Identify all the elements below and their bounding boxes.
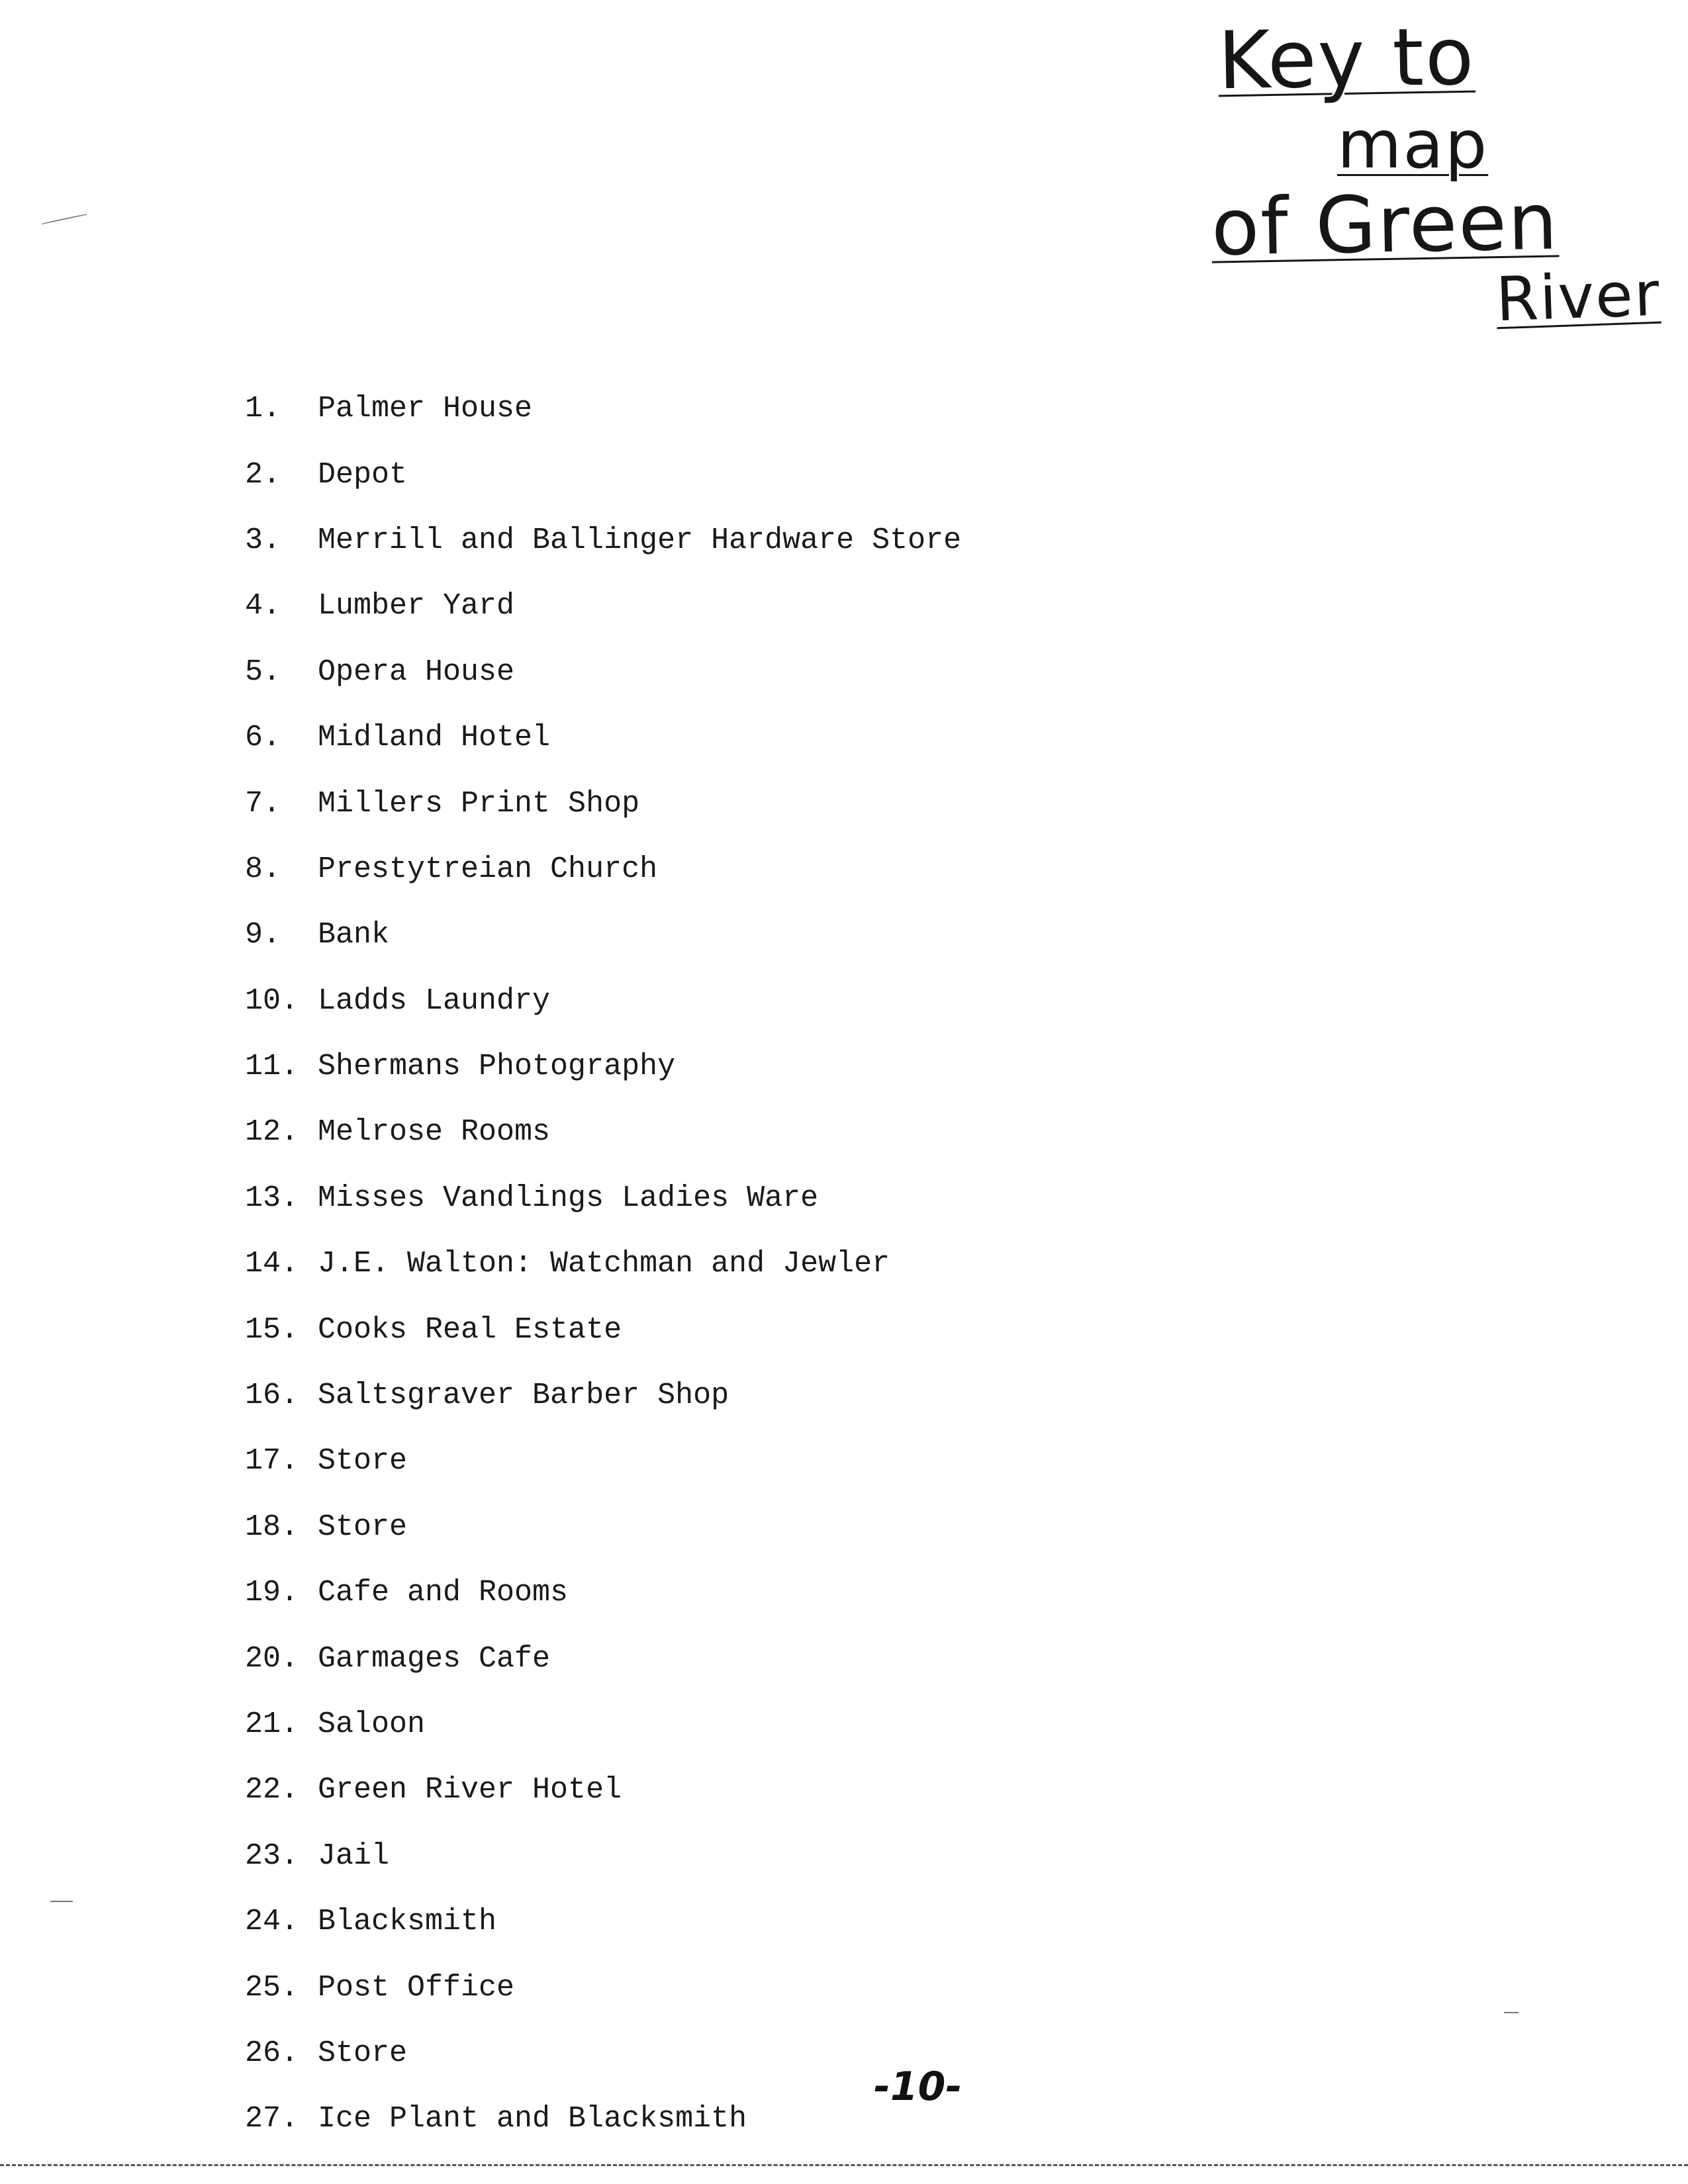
key-item bbox=[245, 376, 1238, 441]
key-item-name: Green River Hotel bbox=[318, 1773, 622, 1807]
key-item-name: Blacksmith bbox=[318, 1905, 497, 1939]
key-item-name: Midland Hotel bbox=[318, 721, 551, 755]
key-item bbox=[245, 1560, 1238, 1625]
key-item bbox=[245, 1099, 1238, 1165]
key-item-name: Lumber Yard bbox=[318, 589, 515, 623]
key-item-number: 14. bbox=[245, 1247, 299, 1281]
key-item-name: Jail bbox=[318, 1839, 390, 1873]
key-item-name: Opera House bbox=[318, 655, 515, 689]
key-item-number: 16. bbox=[245, 1379, 299, 1413]
key-item bbox=[245, 1494, 1238, 1560]
key-item-number: 1. bbox=[245, 392, 281, 426]
key-item-number: 22. bbox=[245, 1773, 299, 1807]
key-item-name: Saloon bbox=[318, 1707, 426, 1741]
key-item-name: Millers Print Shop bbox=[318, 786, 640, 821]
key-item bbox=[245, 1823, 1238, 1889]
key-item-number: 25. bbox=[245, 1970, 299, 2005]
key-item-number: 11. bbox=[245, 1050, 299, 1084]
key-item bbox=[245, 902, 1238, 968]
key-item-number: 8. bbox=[245, 852, 281, 886]
map-key-list bbox=[245, 376, 1238, 2152]
key-item-number: 21. bbox=[245, 1707, 299, 1741]
key-item-number: 17. bbox=[245, 1444, 299, 1479]
key-item-number: 10. bbox=[245, 983, 299, 1018]
handwritten-title bbox=[1198, 13, 1662, 338]
key-item-name: Cooks Real Estate bbox=[318, 1312, 622, 1347]
key-item-name: Merrill and Ballinger Hardware Store bbox=[318, 523, 962, 557]
key-item-number: 19. bbox=[245, 1576, 299, 1610]
key-item-name: Bank bbox=[318, 918, 390, 952]
key-item-number: 15. bbox=[245, 1312, 299, 1347]
title-line-river: River bbox=[1495, 258, 1662, 336]
key-item-name: Post Office bbox=[318, 1970, 515, 2005]
key-item bbox=[245, 2086, 1238, 2152]
scan-artifact bbox=[42, 214, 87, 225]
key-item-number: 24. bbox=[245, 1905, 299, 1939]
key-item-number: 18. bbox=[245, 1510, 299, 1544]
key-item bbox=[245, 1692, 1238, 1757]
key-item-number: 12. bbox=[245, 1115, 299, 1150]
page-number: -10- bbox=[874, 2064, 962, 2110]
key-item-name: Depot bbox=[318, 457, 408, 492]
key-item-number: 13. bbox=[245, 1181, 299, 1215]
key-item bbox=[245, 1625, 1238, 1691]
key-item-name: Store bbox=[318, 1510, 408, 1544]
key-item-name: Shermans Photography bbox=[318, 1050, 676, 1084]
key-item-name: Misses Vandlings Ladies Ware bbox=[318, 1181, 819, 1215]
key-item bbox=[245, 770, 1238, 836]
key-item-number: 27. bbox=[245, 2102, 299, 2136]
key-item-name: J.E. Walton: Watchman and Jewler bbox=[318, 1247, 890, 1281]
key-item bbox=[245, 1954, 1238, 2020]
key-item-number: 2. bbox=[245, 457, 281, 492]
key-item bbox=[245, 1428, 1238, 1494]
key-item-number: 6. bbox=[245, 721, 281, 755]
key-item-number: 20. bbox=[245, 1641, 299, 1676]
key-item-name: Ice Plant and Blacksmith bbox=[318, 2102, 747, 2136]
key-item bbox=[245, 2021, 1238, 2086]
key-item-number: 5. bbox=[245, 655, 281, 689]
key-item bbox=[245, 508, 1238, 573]
key-item-number: 26. bbox=[245, 2036, 299, 2070]
key-item-number: 7. bbox=[245, 786, 281, 821]
key-item bbox=[245, 1165, 1238, 1231]
key-item-number: 4. bbox=[245, 589, 281, 623]
key-item bbox=[245, 1757, 1238, 1823]
key-item bbox=[245, 441, 1238, 507]
key-item bbox=[245, 1034, 1238, 1099]
title-line-key-to: Key to bbox=[1217, 11, 1476, 108]
key-item bbox=[245, 1889, 1238, 1954]
key-item-name: Palmer House bbox=[318, 392, 533, 426]
key-item bbox=[245, 639, 1238, 705]
key-item bbox=[245, 1363, 1238, 1428]
key-item-name: Cafe and Rooms bbox=[318, 1576, 569, 1610]
key-item-name: Saltsgraver Barber Shop bbox=[318, 1379, 729, 1413]
scan-artifact bbox=[50, 1901, 73, 1902]
key-item bbox=[245, 837, 1238, 902]
key-item-name: Melrose Rooms bbox=[318, 1115, 551, 1150]
key-item-name: Store bbox=[318, 2036, 408, 2070]
key-item bbox=[245, 1297, 1238, 1362]
key-item-number: 9. bbox=[245, 918, 281, 952]
key-item-number: 23. bbox=[245, 1839, 299, 1873]
key-item bbox=[245, 573, 1238, 639]
key-item-name: Store bbox=[318, 1444, 408, 1479]
key-item bbox=[245, 968, 1238, 1034]
title-line-of-green: of Green bbox=[1210, 175, 1560, 273]
bottom-rule bbox=[0, 2164, 1688, 2166]
key-item-number: 3. bbox=[245, 523, 281, 557]
title-line-map: map bbox=[1337, 106, 1489, 183]
key-item bbox=[245, 705, 1238, 770]
key-item-name: Garmages Cafe bbox=[318, 1641, 551, 1676]
key-item bbox=[245, 1231, 1238, 1297]
key-item-name: Prestytreian Church bbox=[318, 852, 658, 886]
scan-artifact bbox=[1504, 2012, 1519, 2013]
key-item-name: Ladds Laundry bbox=[318, 983, 551, 1018]
